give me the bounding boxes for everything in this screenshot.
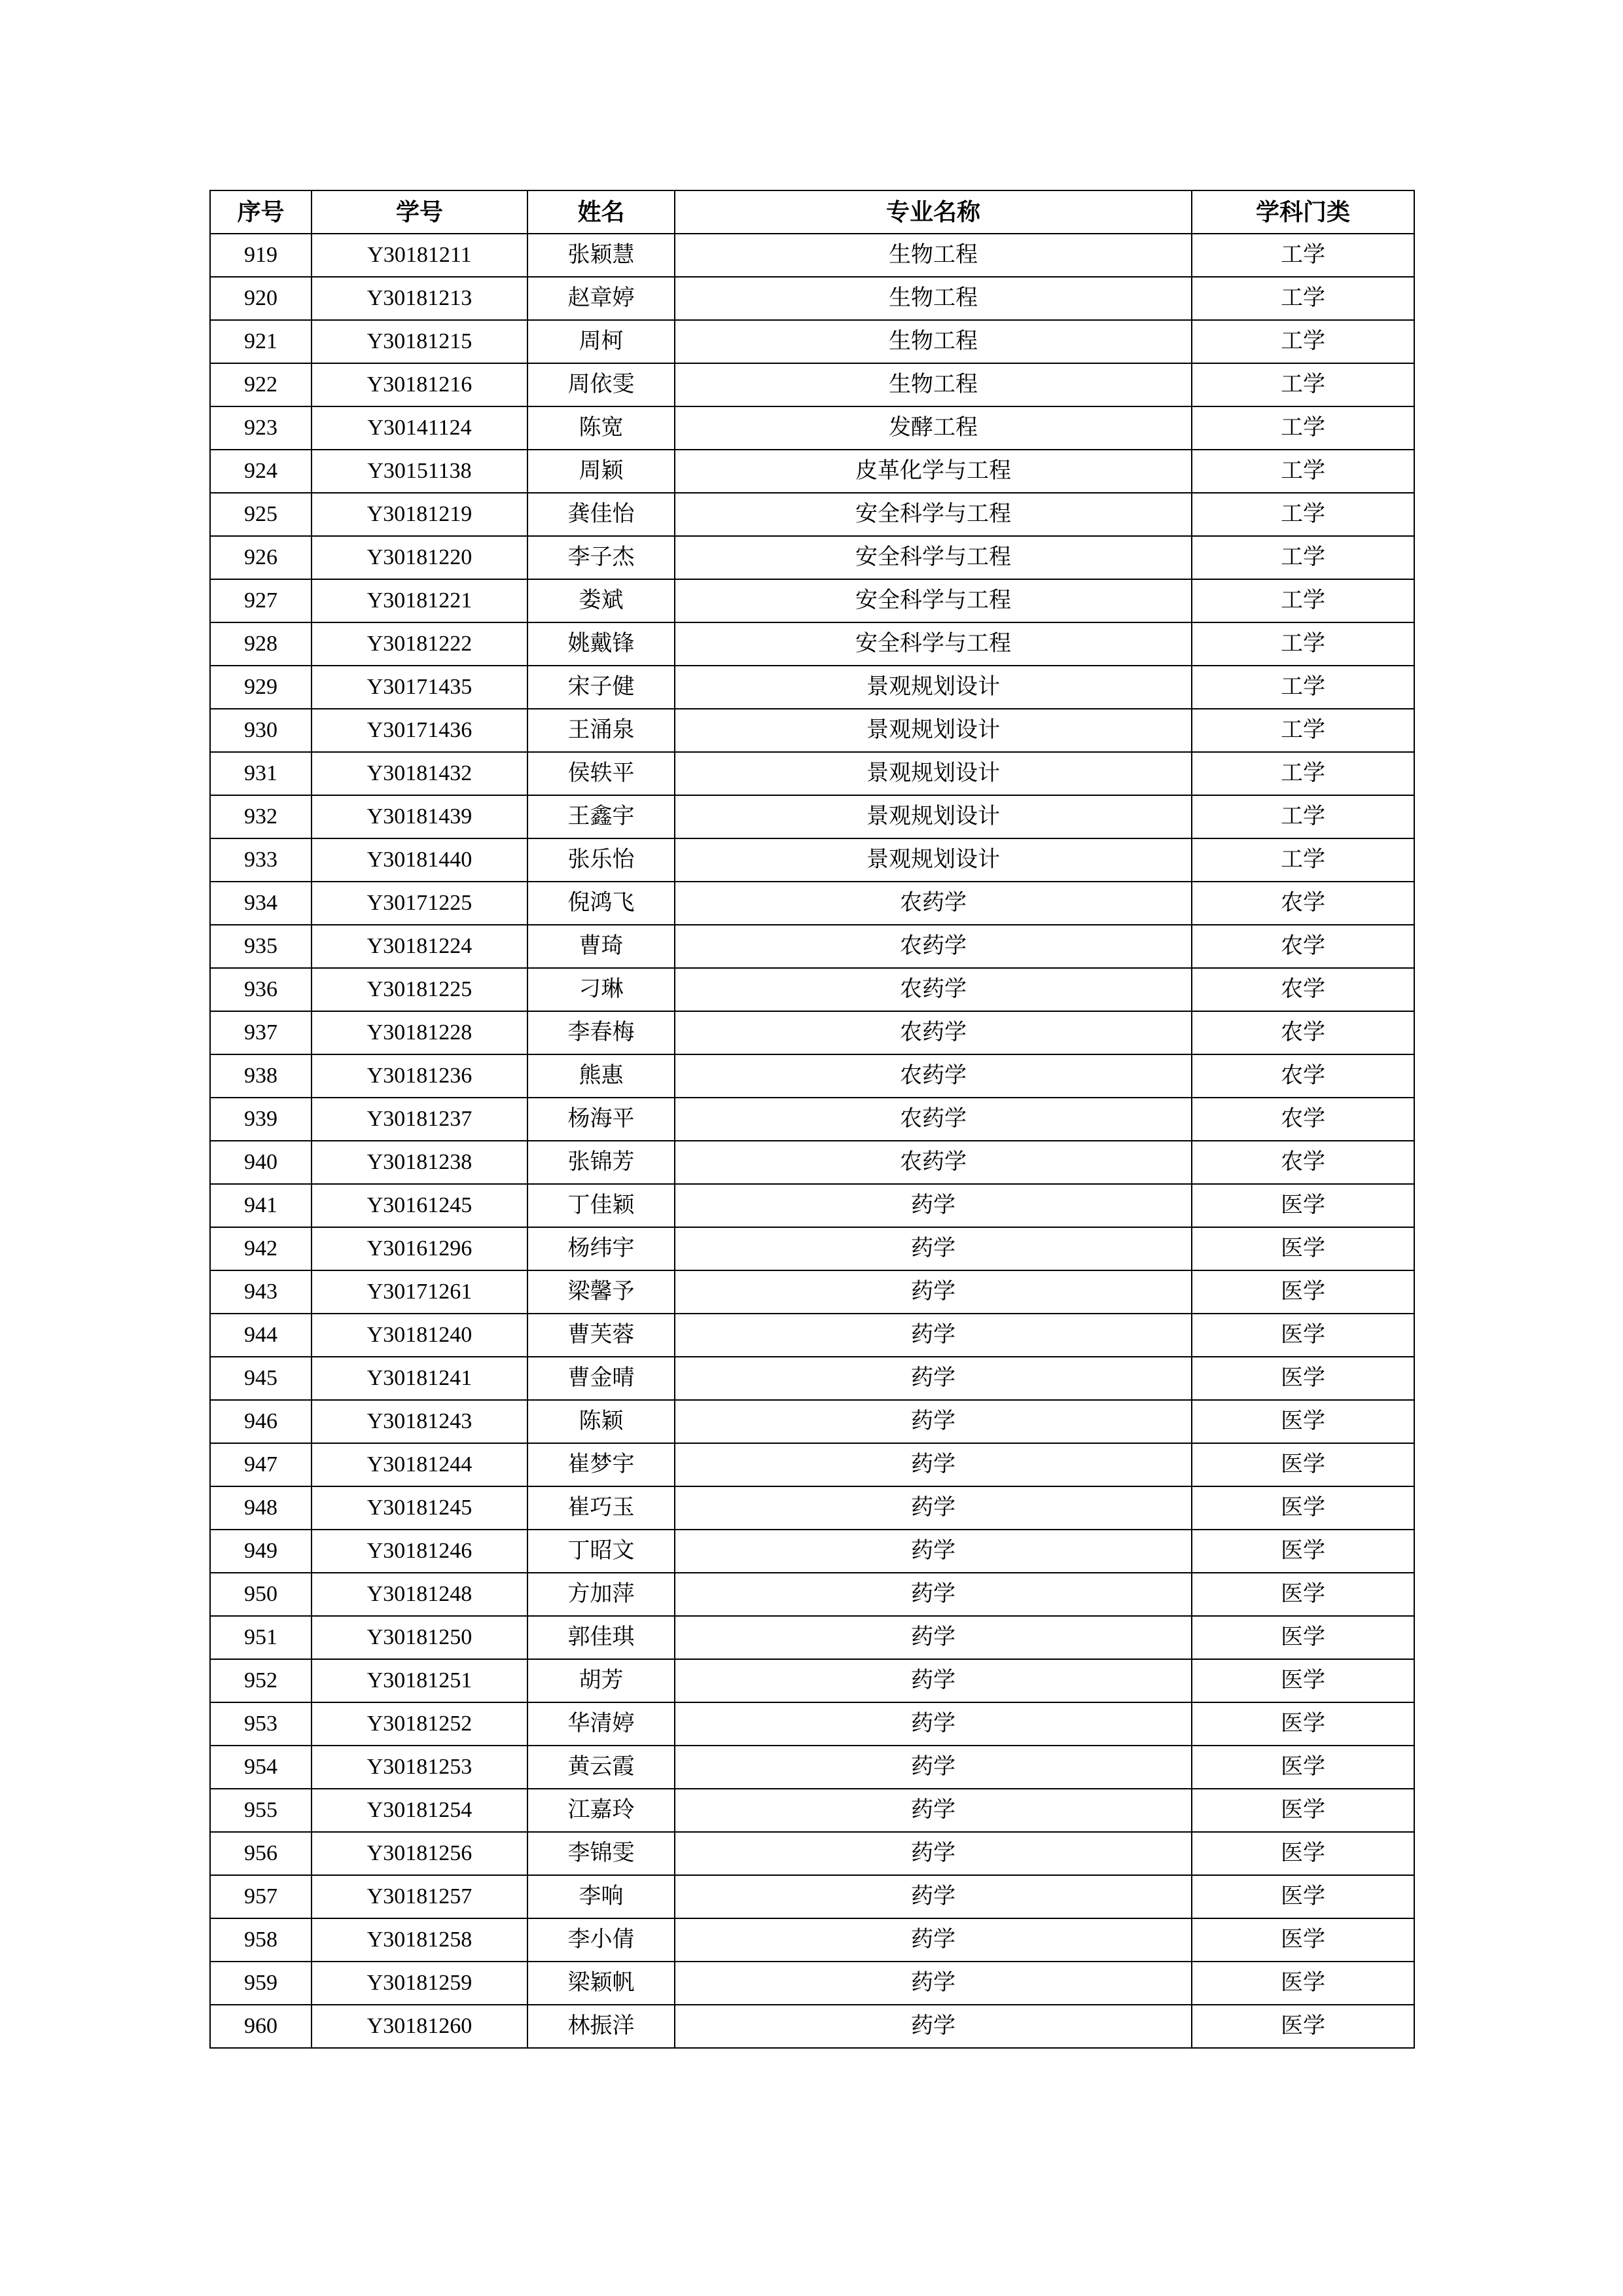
cell-name: 丁佳颖 xyxy=(527,1184,675,1227)
cell-major: 药学 xyxy=(675,1184,1192,1227)
cell-name: 陈颖 xyxy=(527,1400,675,1443)
cell-discipline: 农学 xyxy=(1192,1098,1414,1141)
cell-name: 陈宽 xyxy=(527,406,675,450)
table-row xyxy=(210,1054,1414,1098)
cell-discipline: 农学 xyxy=(1192,925,1414,968)
cell-student-id: Y30171261 xyxy=(312,1270,527,1314)
cell-student-id: Y30181439 xyxy=(312,795,527,838)
cell-major: 药学 xyxy=(675,1314,1192,1357)
cell-name: 丁昭文 xyxy=(527,1530,675,1573)
cell-discipline: 医学 xyxy=(1192,1918,1414,1962)
cell-discipline: 医学 xyxy=(1192,1832,1414,1875)
cell-major: 农药学 xyxy=(675,882,1192,925)
cell-student-id: Y30181220 xyxy=(312,536,527,579)
cell-major: 农药学 xyxy=(675,1098,1192,1141)
table-row xyxy=(210,882,1414,925)
cell-major: 药学 xyxy=(675,1875,1192,1918)
cell-major: 药学 xyxy=(675,1702,1192,1746)
table-row xyxy=(210,838,1414,882)
table-row xyxy=(210,1789,1414,1832)
cell-student-id: Y30161245 xyxy=(312,1184,527,1227)
cell-student-id: Y30181228 xyxy=(312,1011,527,1054)
cell-name: 侯轶平 xyxy=(527,752,675,795)
cell-name: 张乐怡 xyxy=(527,838,675,882)
cell-major: 皮革化学与工程 xyxy=(675,450,1192,493)
cell-discipline: 医学 xyxy=(1192,1270,1414,1314)
table-row xyxy=(210,1573,1414,1616)
cell-major: 安全科学与工程 xyxy=(675,493,1192,536)
cell-index: 944 xyxy=(210,1314,312,1357)
cell-major: 药学 xyxy=(675,1357,1192,1400)
table-row xyxy=(210,1011,1414,1054)
cell-name: 梁馨予 xyxy=(527,1270,675,1314)
column-header-discipline: 学科门类 xyxy=(1192,190,1414,234)
cell-index: 935 xyxy=(210,925,312,968)
cell-index: 957 xyxy=(210,1875,312,1918)
cell-discipline: 医学 xyxy=(1192,1573,1414,1616)
cell-name: 郭佳琪 xyxy=(527,1616,675,1659)
cell-student-id: Y30181440 xyxy=(312,838,527,882)
cell-name: 李春梅 xyxy=(527,1011,675,1054)
cell-student-id: Y30181215 xyxy=(312,320,527,363)
column-header-student-id: 学号 xyxy=(312,190,527,234)
cell-discipline: 工学 xyxy=(1192,320,1414,363)
table-row xyxy=(210,536,1414,579)
cell-index: 930 xyxy=(210,709,312,752)
cell-index: 947 xyxy=(210,1443,312,1486)
cell-name: 周依雯 xyxy=(527,363,675,406)
cell-discipline: 工学 xyxy=(1192,752,1414,795)
cell-discipline: 工学 xyxy=(1192,277,1414,320)
cell-discipline: 工学 xyxy=(1192,579,1414,622)
table-row xyxy=(210,406,1414,450)
cell-major: 生物工程 xyxy=(675,363,1192,406)
table-row xyxy=(210,363,1414,406)
cell-discipline: 医学 xyxy=(1192,1486,1414,1530)
cell-major: 药学 xyxy=(675,1789,1192,1832)
cell-discipline: 工学 xyxy=(1192,406,1414,450)
cell-index: 927 xyxy=(210,579,312,622)
cell-student-id: Y30181254 xyxy=(312,1789,527,1832)
cell-name: 李子杰 xyxy=(527,536,675,579)
table-row xyxy=(210,1443,1414,1486)
cell-student-id: Y30181260 xyxy=(312,2005,527,2048)
cell-student-id: Y30181259 xyxy=(312,1962,527,2005)
cell-student-id: Y30181222 xyxy=(312,622,527,666)
cell-discipline: 工学 xyxy=(1192,838,1414,882)
table-row xyxy=(210,1530,1414,1573)
cell-name: 林振洋 xyxy=(527,2005,675,2048)
cell-index: 931 xyxy=(210,752,312,795)
cell-student-id: Y30181237 xyxy=(312,1098,527,1141)
cell-student-id: Y30181432 xyxy=(312,752,527,795)
cell-student-id: Y30171435 xyxy=(312,666,527,709)
cell-discipline: 农学 xyxy=(1192,1054,1414,1098)
cell-name: 周柯 xyxy=(527,320,675,363)
cell-student-id: Y30181238 xyxy=(312,1141,527,1184)
cell-student-id: Y30181240 xyxy=(312,1314,527,1357)
cell-student-id: Y30181213 xyxy=(312,277,527,320)
cell-major: 景观规划设计 xyxy=(675,838,1192,882)
student-roster-table xyxy=(209,190,1415,2049)
cell-student-id: Y30181257 xyxy=(312,1875,527,1918)
cell-index: 925 xyxy=(210,493,312,536)
cell-name: 胡芳 xyxy=(527,1659,675,1702)
cell-index: 948 xyxy=(210,1486,312,1530)
table-row xyxy=(210,1918,1414,1962)
table-row xyxy=(210,1875,1414,1918)
cell-major: 安全科学与工程 xyxy=(675,579,1192,622)
cell-index: 921 xyxy=(210,320,312,363)
cell-student-id: Y30181251 xyxy=(312,1659,527,1702)
cell-index: 939 xyxy=(210,1098,312,1141)
cell-student-id: Y30181216 xyxy=(312,363,527,406)
table-row xyxy=(210,1486,1414,1530)
table-row xyxy=(210,1227,1414,1270)
cell-student-id: Y30181224 xyxy=(312,925,527,968)
table-row xyxy=(210,1702,1414,1746)
cell-discipline: 工学 xyxy=(1192,450,1414,493)
cell-student-id: Y30161296 xyxy=(312,1227,527,1270)
cell-index: 936 xyxy=(210,968,312,1011)
roster-table-wrapper xyxy=(209,190,1414,2049)
column-header-index: 序号 xyxy=(210,190,312,234)
cell-student-id: Y30181256 xyxy=(312,1832,527,1875)
cell-student-id: Y30181241 xyxy=(312,1357,527,1400)
cell-student-id: Y30171436 xyxy=(312,709,527,752)
cell-student-id: Y30181243 xyxy=(312,1400,527,1443)
table-row xyxy=(210,2005,1414,2048)
cell-major: 农药学 xyxy=(675,968,1192,1011)
cell-name: 张锦芳 xyxy=(527,1141,675,1184)
cell-major: 药学 xyxy=(675,2005,1192,2048)
cell-name: 赵章婷 xyxy=(527,277,675,320)
cell-index: 928 xyxy=(210,622,312,666)
cell-index: 943 xyxy=(210,1270,312,1314)
cell-student-id: Y30181221 xyxy=(312,579,527,622)
cell-index: 946 xyxy=(210,1400,312,1443)
cell-major: 农药学 xyxy=(675,925,1192,968)
cell-discipline: 工学 xyxy=(1192,666,1414,709)
cell-major: 农药学 xyxy=(675,1011,1192,1054)
cell-index: 952 xyxy=(210,1659,312,1702)
table-row xyxy=(210,709,1414,752)
cell-discipline: 医学 xyxy=(1192,2005,1414,2048)
cell-discipline: 工学 xyxy=(1192,795,1414,838)
cell-major: 药学 xyxy=(675,1573,1192,1616)
cell-index: 960 xyxy=(210,2005,312,2048)
cell-discipline: 工学 xyxy=(1192,622,1414,666)
column-header-major: 专业名称 xyxy=(675,190,1192,234)
cell-index: 953 xyxy=(210,1702,312,1746)
cell-discipline: 工学 xyxy=(1192,493,1414,536)
table-header-row xyxy=(210,190,1414,234)
table-row xyxy=(210,752,1414,795)
table-row xyxy=(210,1314,1414,1357)
table-row xyxy=(210,1400,1414,1443)
cell-discipline: 医学 xyxy=(1192,1962,1414,2005)
cell-major: 安全科学与工程 xyxy=(675,536,1192,579)
cell-index: 951 xyxy=(210,1616,312,1659)
column-header-name: 姓名 xyxy=(527,190,675,234)
cell-major: 农药学 xyxy=(675,1141,1192,1184)
cell-index: 929 xyxy=(210,666,312,709)
cell-student-id: Y30181248 xyxy=(312,1573,527,1616)
cell-student-id: Y30141124 xyxy=(312,406,527,450)
cell-name: 张颖慧 xyxy=(527,234,675,277)
cell-discipline: 工学 xyxy=(1192,363,1414,406)
cell-name: 龚佳怡 xyxy=(527,493,675,536)
cell-discipline: 农学 xyxy=(1192,882,1414,925)
cell-name: 倪鸿飞 xyxy=(527,882,675,925)
cell-discipline: 农学 xyxy=(1192,968,1414,1011)
cell-student-id: Y30181219 xyxy=(312,493,527,536)
table-header xyxy=(210,190,1414,234)
cell-student-id: Y30181225 xyxy=(312,968,527,1011)
cell-discipline: 农学 xyxy=(1192,1011,1414,1054)
cell-discipline: 工学 xyxy=(1192,536,1414,579)
cell-index: 940 xyxy=(210,1141,312,1184)
table-row xyxy=(210,1616,1414,1659)
cell-discipline: 医学 xyxy=(1192,1875,1414,1918)
cell-student-id: Y30151138 xyxy=(312,450,527,493)
cell-index: 937 xyxy=(210,1011,312,1054)
cell-name: 姚戴锋 xyxy=(527,622,675,666)
cell-major: 药学 xyxy=(675,1962,1192,2005)
cell-student-id: Y30181245 xyxy=(312,1486,527,1530)
cell-student-id: Y30181236 xyxy=(312,1054,527,1098)
cell-name: 李小倩 xyxy=(527,1918,675,1962)
cell-name: 华清婷 xyxy=(527,1702,675,1746)
table-row xyxy=(210,795,1414,838)
cell-index: 941 xyxy=(210,1184,312,1227)
cell-index: 958 xyxy=(210,1918,312,1962)
cell-student-id: Y30181253 xyxy=(312,1746,527,1789)
cell-name: 杨海平 xyxy=(527,1098,675,1141)
cell-name: 宋子健 xyxy=(527,666,675,709)
cell-name: 方加萍 xyxy=(527,1573,675,1616)
cell-discipline: 医学 xyxy=(1192,1702,1414,1746)
cell-discipline: 医学 xyxy=(1192,1400,1414,1443)
cell-name: 曹琦 xyxy=(527,925,675,968)
cell-major: 药学 xyxy=(675,1400,1192,1443)
table-row xyxy=(210,1141,1414,1184)
cell-discipline: 农学 xyxy=(1192,1141,1414,1184)
cell-discipline: 工学 xyxy=(1192,709,1414,752)
cell-name: 曹金晴 xyxy=(527,1357,675,1400)
cell-index: 923 xyxy=(210,406,312,450)
cell-index: 919 xyxy=(210,234,312,277)
cell-index: 920 xyxy=(210,277,312,320)
cell-index: 926 xyxy=(210,536,312,579)
table-row xyxy=(210,1659,1414,1702)
cell-index: 932 xyxy=(210,795,312,838)
cell-index: 942 xyxy=(210,1227,312,1270)
cell-major: 药学 xyxy=(675,1832,1192,1875)
cell-major: 景观规划设计 xyxy=(675,795,1192,838)
table-row xyxy=(210,234,1414,277)
cell-index: 950 xyxy=(210,1573,312,1616)
table-row xyxy=(210,320,1414,363)
cell-discipline: 医学 xyxy=(1192,1357,1414,1400)
table-row xyxy=(210,493,1414,536)
table-row xyxy=(210,1832,1414,1875)
cell-index: 954 xyxy=(210,1746,312,1789)
cell-major: 生物工程 xyxy=(675,277,1192,320)
cell-major: 药学 xyxy=(675,1746,1192,1789)
cell-discipline: 工学 xyxy=(1192,234,1414,277)
cell-discipline: 医学 xyxy=(1192,1184,1414,1227)
table-row xyxy=(210,1962,1414,2005)
table-body xyxy=(210,234,1414,2048)
cell-major: 药学 xyxy=(675,1918,1192,1962)
cell-name: 崔梦宇 xyxy=(527,1443,675,1486)
cell-major: 生物工程 xyxy=(675,234,1192,277)
table-row xyxy=(210,450,1414,493)
cell-index: 934 xyxy=(210,882,312,925)
cell-name: 娄斌 xyxy=(527,579,675,622)
cell-student-id: Y30181211 xyxy=(312,234,527,277)
table-row xyxy=(210,622,1414,666)
cell-index: 933 xyxy=(210,838,312,882)
cell-name: 杨纬宇 xyxy=(527,1227,675,1270)
cell-index: 949 xyxy=(210,1530,312,1573)
cell-index: 959 xyxy=(210,1962,312,2005)
cell-discipline: 医学 xyxy=(1192,1789,1414,1832)
cell-major: 景观规划设计 xyxy=(675,752,1192,795)
cell-name: 李锦雯 xyxy=(527,1832,675,1875)
cell-student-id: Y30181250 xyxy=(312,1616,527,1659)
cell-student-id: Y30181258 xyxy=(312,1918,527,1962)
cell-major: 药学 xyxy=(675,1270,1192,1314)
cell-discipline: 医学 xyxy=(1192,1530,1414,1573)
table-row xyxy=(210,1746,1414,1789)
table-row xyxy=(210,1357,1414,1400)
cell-name: 熊惠 xyxy=(527,1054,675,1098)
cell-index: 924 xyxy=(210,450,312,493)
cell-name: 王鑫宇 xyxy=(527,795,675,838)
cell-major: 农药学 xyxy=(675,1054,1192,1098)
cell-index: 922 xyxy=(210,363,312,406)
cell-index: 956 xyxy=(210,1832,312,1875)
cell-name: 李响 xyxy=(527,1875,675,1918)
cell-index: 955 xyxy=(210,1789,312,1832)
table-row xyxy=(210,968,1414,1011)
cell-index: 938 xyxy=(210,1054,312,1098)
table-row xyxy=(210,579,1414,622)
cell-major: 药学 xyxy=(675,1616,1192,1659)
cell-index: 945 xyxy=(210,1357,312,1400)
table-row xyxy=(210,1098,1414,1141)
cell-name: 江嘉玲 xyxy=(527,1789,675,1832)
cell-name: 刁琳 xyxy=(527,968,675,1011)
cell-name: 梁颖帆 xyxy=(527,1962,675,2005)
cell-discipline: 医学 xyxy=(1192,1314,1414,1357)
cell-student-id: Y30181246 xyxy=(312,1530,527,1573)
cell-discipline: 医学 xyxy=(1192,1746,1414,1789)
cell-major: 药学 xyxy=(675,1486,1192,1530)
table-row xyxy=(210,1270,1414,1314)
cell-discipline: 医学 xyxy=(1192,1227,1414,1270)
table-row xyxy=(210,925,1414,968)
table-row xyxy=(210,277,1414,320)
cell-major: 药学 xyxy=(675,1659,1192,1702)
cell-student-id: Y30181252 xyxy=(312,1702,527,1746)
cell-major: 生物工程 xyxy=(675,320,1192,363)
cell-name: 黄云霞 xyxy=(527,1746,675,1789)
cell-major: 景观规划设计 xyxy=(675,709,1192,752)
cell-major: 药学 xyxy=(675,1530,1192,1573)
cell-major: 发酵工程 xyxy=(675,406,1192,450)
cell-major: 安全科学与工程 xyxy=(675,622,1192,666)
cell-major: 药学 xyxy=(675,1443,1192,1486)
cell-discipline: 医学 xyxy=(1192,1659,1414,1702)
cell-name: 周颖 xyxy=(527,450,675,493)
cell-name: 曹芙蓉 xyxy=(527,1314,675,1357)
cell-name: 崔巧玉 xyxy=(527,1486,675,1530)
cell-student-id: Y30181244 xyxy=(312,1443,527,1486)
table-row xyxy=(210,1184,1414,1227)
cell-student-id: Y30171225 xyxy=(312,882,527,925)
table-row xyxy=(210,666,1414,709)
cell-discipline: 医学 xyxy=(1192,1443,1414,1486)
cell-name: 王涌泉 xyxy=(527,709,675,752)
cell-major: 药学 xyxy=(675,1227,1192,1270)
cell-major: 景观规划设计 xyxy=(675,666,1192,709)
cell-discipline: 医学 xyxy=(1192,1616,1414,1659)
